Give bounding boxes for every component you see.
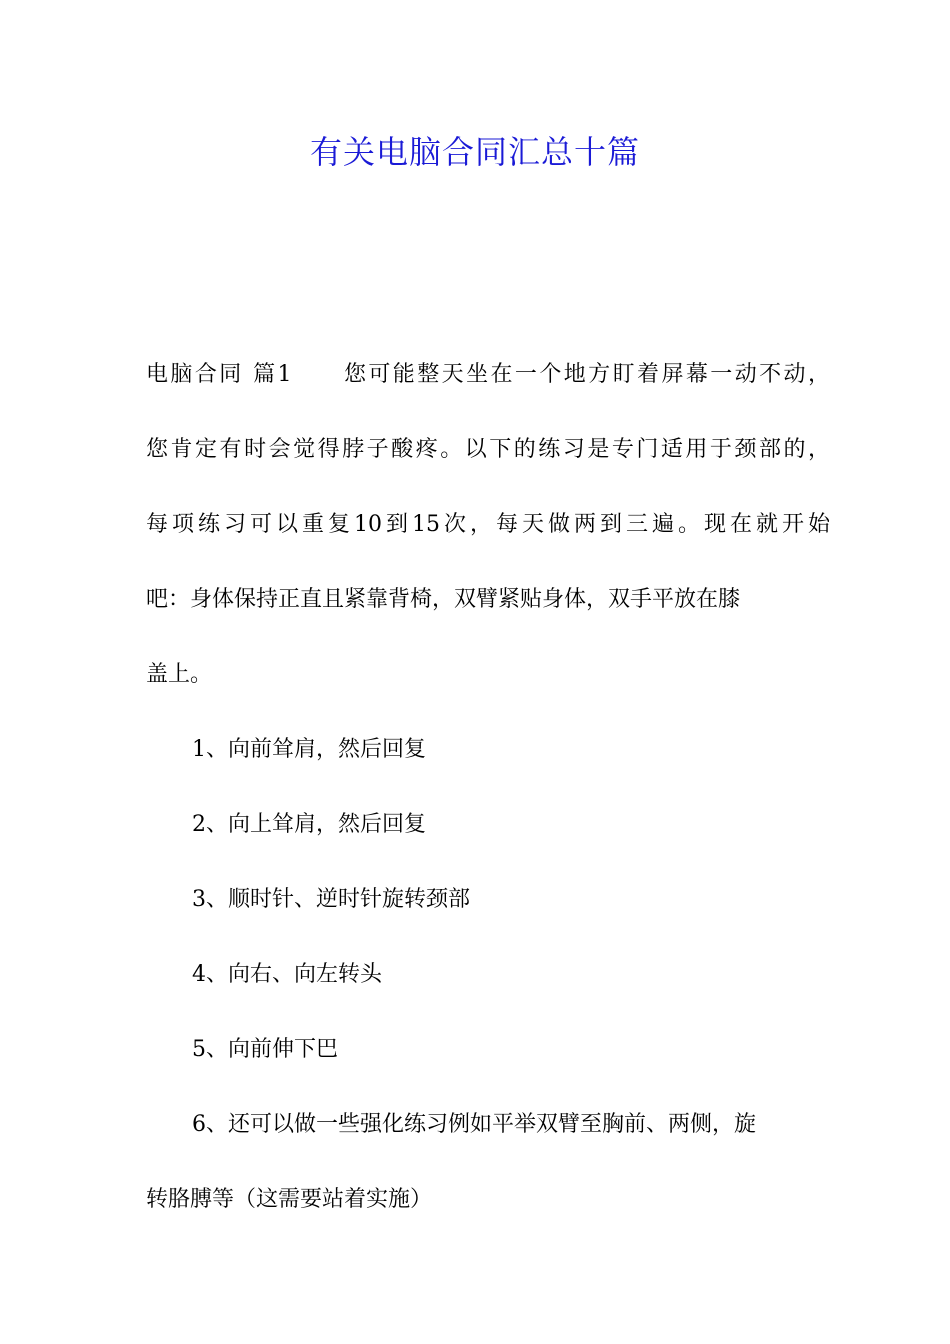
- list-item: 5、向前伸下巴: [192, 1037, 338, 1062]
- intro-line-1: [146, 337, 830, 412]
- section-label: 电脑合同 篇1: [146, 362, 292, 387]
- intro-paragraph: [146, 337, 830, 712]
- intro-text-1: 您可能整天坐在一个地方盯着屏幕一动不动，: [341, 362, 830, 387]
- intro-line-2: 您肯定有时会觉得脖子酸疼。以下的练习是专门适用于颈部的，: [146, 437, 830, 462]
- intro-line-4: 吧：身体保持正直且紧靠背椅，双臂紧贴身体，双手平放在膝: [146, 587, 741, 612]
- list-item: 3、顺时针、逆时针旋转颈部: [192, 887, 470, 912]
- list-item: 1、向前耸肩，然后回复: [192, 737, 426, 762]
- list-item-6: [146, 1087, 830, 1237]
- list-item-6-line-2: 转胳膊等（这需要站着实施）: [146, 1187, 433, 1212]
- document-title: 有关电脑合同汇总十篇: [309, 133, 640, 171]
- list-item: 2、向上耸肩，然后回复: [192, 812, 426, 837]
- list-item-6-line-1: 6、还可以做一些强化练习例如平举双臂至胸前、两侧，旋: [192, 1112, 756, 1137]
- document-body: [146, 337, 830, 1237]
- intro-line-5: 盖上。: [146, 662, 213, 687]
- intro-line-3: 每项练习可以重复10到15次，每天做两到三遍。现在就开始: [146, 512, 830, 537]
- list-item: 4、向右、向左转头: [192, 962, 382, 987]
